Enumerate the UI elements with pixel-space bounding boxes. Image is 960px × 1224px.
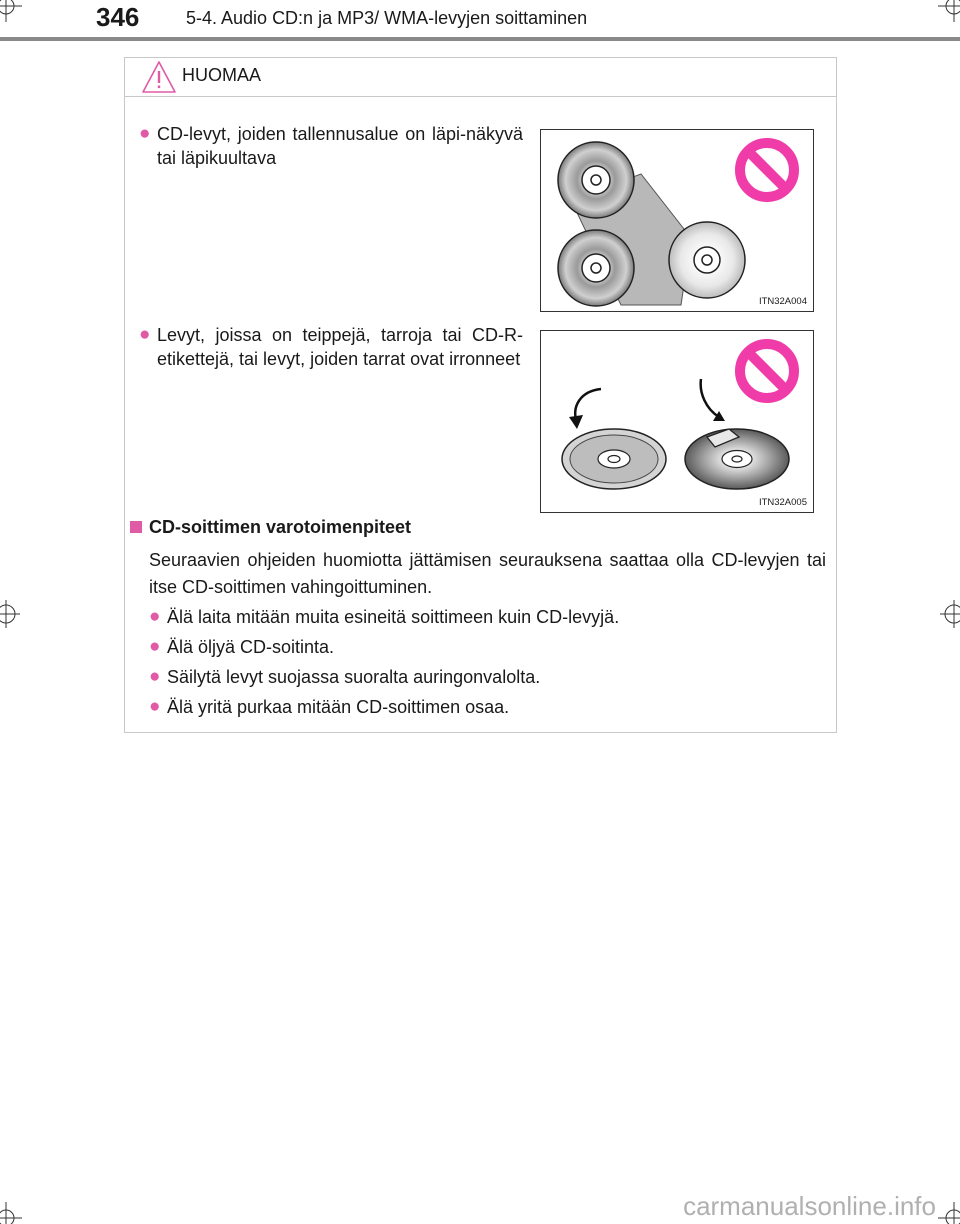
labeled-discs-illustration: [541, 331, 814, 513]
crop-mark-bottom-right: [936, 1200, 960, 1224]
notice-item-labeled-discs: [139, 323, 523, 371]
precaution-bullet: ● Älä öljyä CD-soitinta.: [149, 636, 335, 657]
section-title: CD-soittimen varotoimenpiteet: [149, 517, 412, 537]
figure-code: ITN32A005: [758, 497, 807, 508]
bullet-icon: ●: [149, 606, 161, 627]
notice-box: [124, 57, 837, 733]
crop-mark-left-mid: [0, 600, 24, 628]
crop-mark-top-right: [936, 0, 960, 24]
precaution-bullet: ● Älä laita mitään muita esineitä soittimeen kuin CD-levyjä.: [149, 606, 620, 627]
crop-mark-bottom-left: [0, 1200, 24, 1224]
section-header-title: 5-4. Audio CD:n ja MP3/ WMA-levyjen soittaminen: [186, 8, 588, 28]
bullet-icon: ●: [149, 696, 161, 717]
transparent-discs-illustration: [541, 130, 814, 312]
figure-labeled-discs: [540, 330, 814, 513]
notice-title: HUOMAA: [182, 65, 262, 85]
warning-triangle-icon: [141, 60, 177, 94]
page-number: 346: [96, 2, 140, 32]
notice-item-text: Levyt, joissa on teippejä, tarroja tai CD-R-etikettejä, tai levyt, joiden tarrat ovat irronneet: [157, 325, 523, 369]
figure-transparent-discs: [540, 129, 814, 312]
bullet-icon: ●: [149, 666, 161, 687]
precaution-bullet: ● Älä yritä purkaa mitään CD-soittimen osaa.: [149, 696, 510, 717]
crop-mark-top-left: [0, 0, 24, 24]
prohibition-icon: [740, 344, 794, 398]
header-rule: [0, 37, 960, 41]
cd-player-precautions-section: [125, 517, 836, 732]
prohibition-icon: [740, 143, 794, 197]
notice-item-transparent-discs: [139, 122, 523, 170]
precaution-bullet: ● Säilytä levyt suojassa suoralta auringonvalolta.: [149, 666, 541, 687]
figure-code: ITN32A004: [758, 296, 807, 307]
footer-watermark: carmanualsonline.info: [683, 1191, 936, 1221]
notice-item-text: CD-levyt, joiden tallennusalue on läpi-näkyvä tai läpikuultava: [157, 124, 523, 168]
bullet-icon: ●: [139, 123, 151, 144]
section-paragraph: Seuraavien ohjeiden huomiotta jättämisen seurauksena saattaa olla CD-levyjen tai itse CD-soittimen vahingoittuminen.: [149, 550, 826, 597]
section-marker-icon: [130, 521, 142, 533]
notice-header: [125, 58, 836, 97]
crop-mark-right-mid: [936, 600, 960, 628]
bullet-icon: ●: [149, 636, 161, 657]
bullet-icon: ●: [139, 324, 151, 345]
